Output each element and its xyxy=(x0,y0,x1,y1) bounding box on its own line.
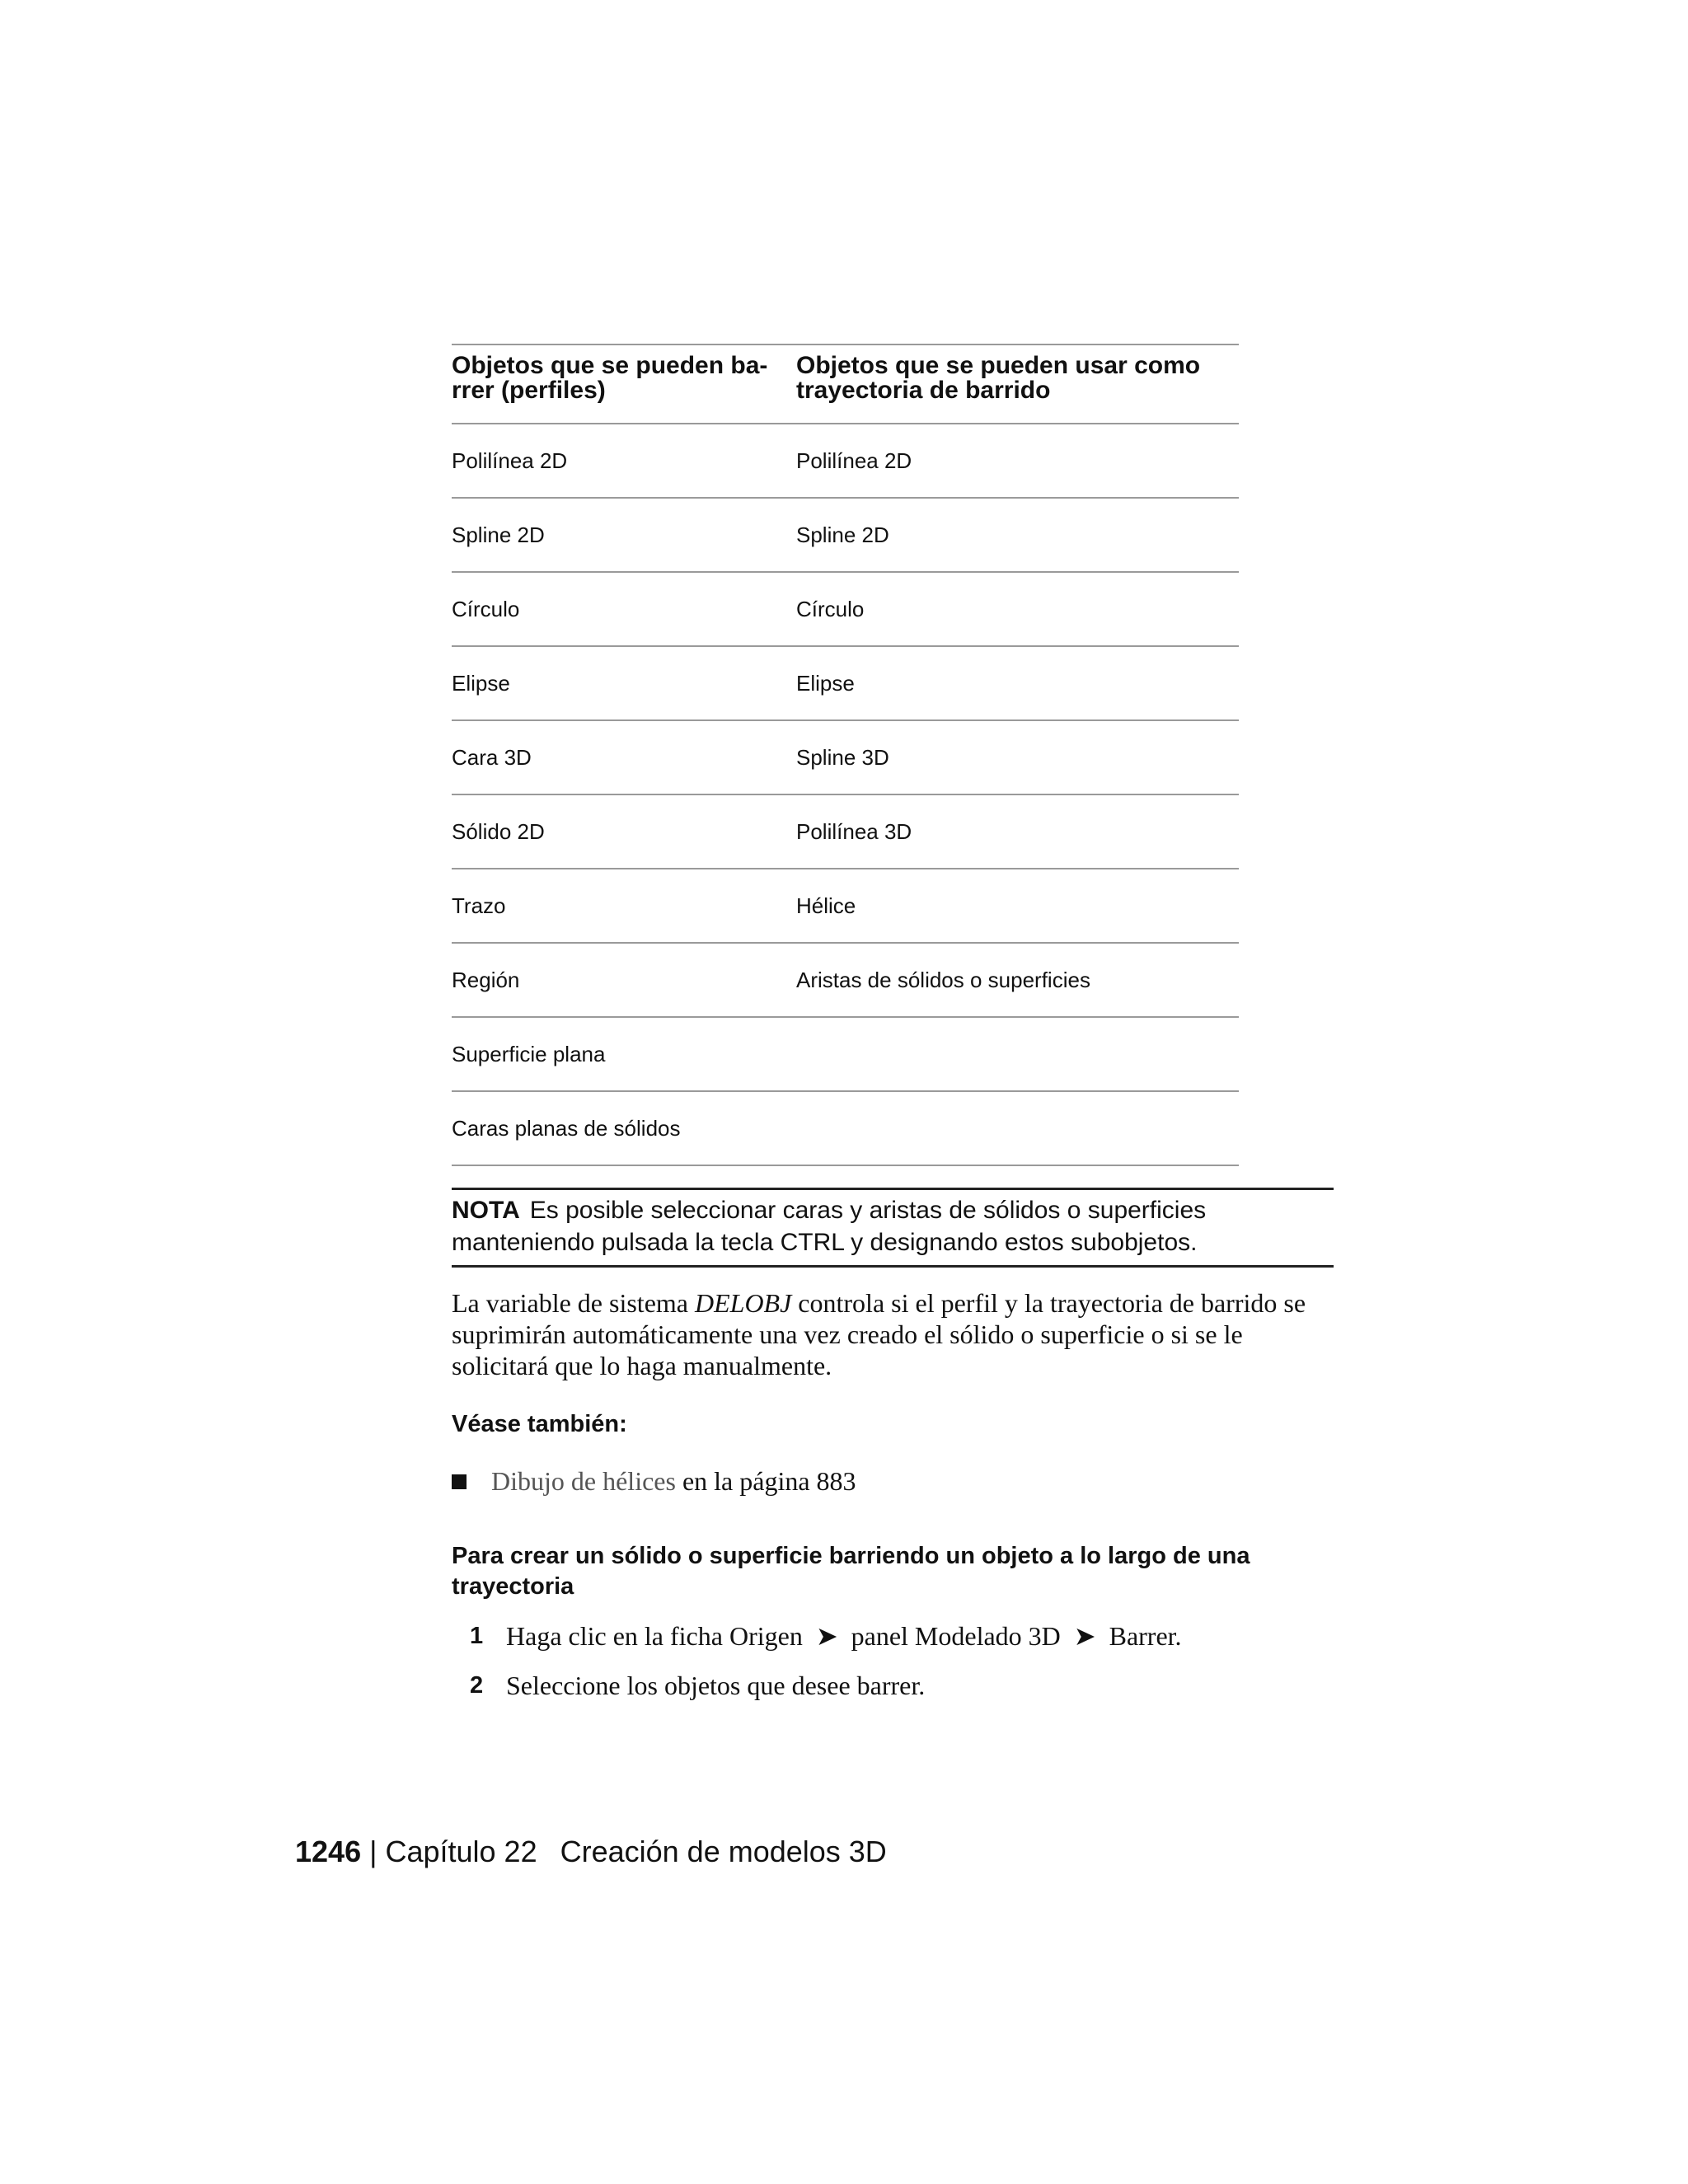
table-cell-profile: Cara 3D xyxy=(452,720,796,794)
step-number: 1 xyxy=(470,1623,484,1649)
table-cell-profile: Polilínea 2D xyxy=(452,424,796,498)
table-cell-profile: Sólido 2D xyxy=(452,794,796,869)
table-cell-profile: Región xyxy=(452,943,796,1017)
table-cell-path: Aristas de sólidos o superficies xyxy=(796,943,1239,1017)
table-row xyxy=(452,794,1239,869)
page-footer xyxy=(295,1835,887,1869)
see-also-page-ref: en la página 883 xyxy=(682,1466,856,1496)
table-row xyxy=(452,720,1239,794)
see-also-item xyxy=(452,1466,1334,1497)
table-cell-profile: Trazo xyxy=(452,869,796,943)
square-bullet-icon xyxy=(452,1474,467,1489)
header-paths-line1: Objetos que se pueden usar como xyxy=(796,352,1201,379)
table-cell-profile: Círculo xyxy=(452,572,796,646)
step-text-part: panel Modelado 3D xyxy=(851,1621,1061,1651)
page-number: 1246 xyxy=(295,1835,362,1868)
table-header-row xyxy=(452,344,1239,424)
delobj-paragraph xyxy=(452,1287,1334,1381)
step-text-part: Barrer. xyxy=(1109,1621,1182,1651)
delobj-variable: DELOBJ xyxy=(694,1288,792,1318)
footer-separator: | xyxy=(369,1835,377,1868)
note-text: Es posible seleccionar caras y aristas de sólidos o superficies manteniendo pulsada la tecla CTRL y designando estos subobjetos. xyxy=(452,1197,1207,1256)
sweep-objects-table xyxy=(452,344,1239,1166)
procedure-step xyxy=(452,1670,1334,1701)
step-text xyxy=(506,1620,1182,1652)
menu-arrow-icon: ➤ xyxy=(815,1621,838,1651)
step-text: Seleccione los objetos que desee barrer. xyxy=(506,1671,926,1700)
table-cell-path: Polilínea 2D xyxy=(796,424,1239,498)
note-box xyxy=(452,1188,1334,1268)
header-paths-line2: trayectoria de barrido xyxy=(796,377,1051,404)
table-row xyxy=(452,1017,1239,1091)
note-label: NOTA xyxy=(452,1197,520,1224)
table-cell-path: Spline 2D xyxy=(796,498,1239,572)
table-row xyxy=(452,572,1239,646)
table-cell-profile: Superficie plana xyxy=(452,1017,796,1091)
procedure-step xyxy=(452,1620,1334,1652)
chapter-label: Capítulo 22 xyxy=(385,1835,537,1868)
table-header-profiles xyxy=(452,344,796,424)
table-cell-path: Spline 3D xyxy=(796,720,1239,794)
table-row xyxy=(452,646,1239,720)
table-cell-path: Hélice xyxy=(796,869,1239,943)
table-row xyxy=(452,943,1239,1017)
table-cell-profile: Spline 2D xyxy=(452,498,796,572)
table-cell-profile: Caras planas de sólidos xyxy=(452,1091,796,1165)
table-cell-path: Elipse xyxy=(796,646,1239,720)
table-row xyxy=(452,424,1239,498)
header-profiles-line1: Objetos que se pueden ba- xyxy=(452,352,768,379)
header-profiles-line2: rrer (perfiles) xyxy=(452,377,606,404)
table-cell-path xyxy=(796,1091,1239,1165)
table-row xyxy=(452,1091,1239,1165)
paragraph-text-before: La variable de sistema xyxy=(452,1288,695,1318)
helix-drawing-link[interactable]: Dibujo de hélices xyxy=(491,1466,676,1496)
table-cell-profile: Elipse xyxy=(452,646,796,720)
paragraph-text-after: controla si el perfil y la trayectoria de barrido se suprimirán automáticamente una vez creado el sólido o superficie o si se le solicitará que lo haga manualmente. xyxy=(452,1288,1306,1380)
table-row xyxy=(452,498,1239,572)
table-cell-path: Círculo xyxy=(796,572,1239,646)
table-header-paths xyxy=(796,344,1239,424)
menu-arrow-icon: ➤ xyxy=(1073,1621,1096,1651)
step-text-part: Haga clic en la ficha Origen xyxy=(506,1621,803,1651)
chapter-title: Creación de modelos 3D xyxy=(560,1835,887,1868)
table-row xyxy=(452,869,1239,943)
table-cell-path: Polilínea 3D xyxy=(796,794,1239,869)
page-content xyxy=(452,344,1334,1701)
procedure-heading: Para crear un sólido o superficie barriendo un objeto a lo largo de una trayectoria xyxy=(452,1543,1250,1600)
see-also-heading: Véase también: xyxy=(452,1411,627,1437)
step-number: 2 xyxy=(470,1672,484,1699)
table-cell-path xyxy=(796,1017,1239,1091)
